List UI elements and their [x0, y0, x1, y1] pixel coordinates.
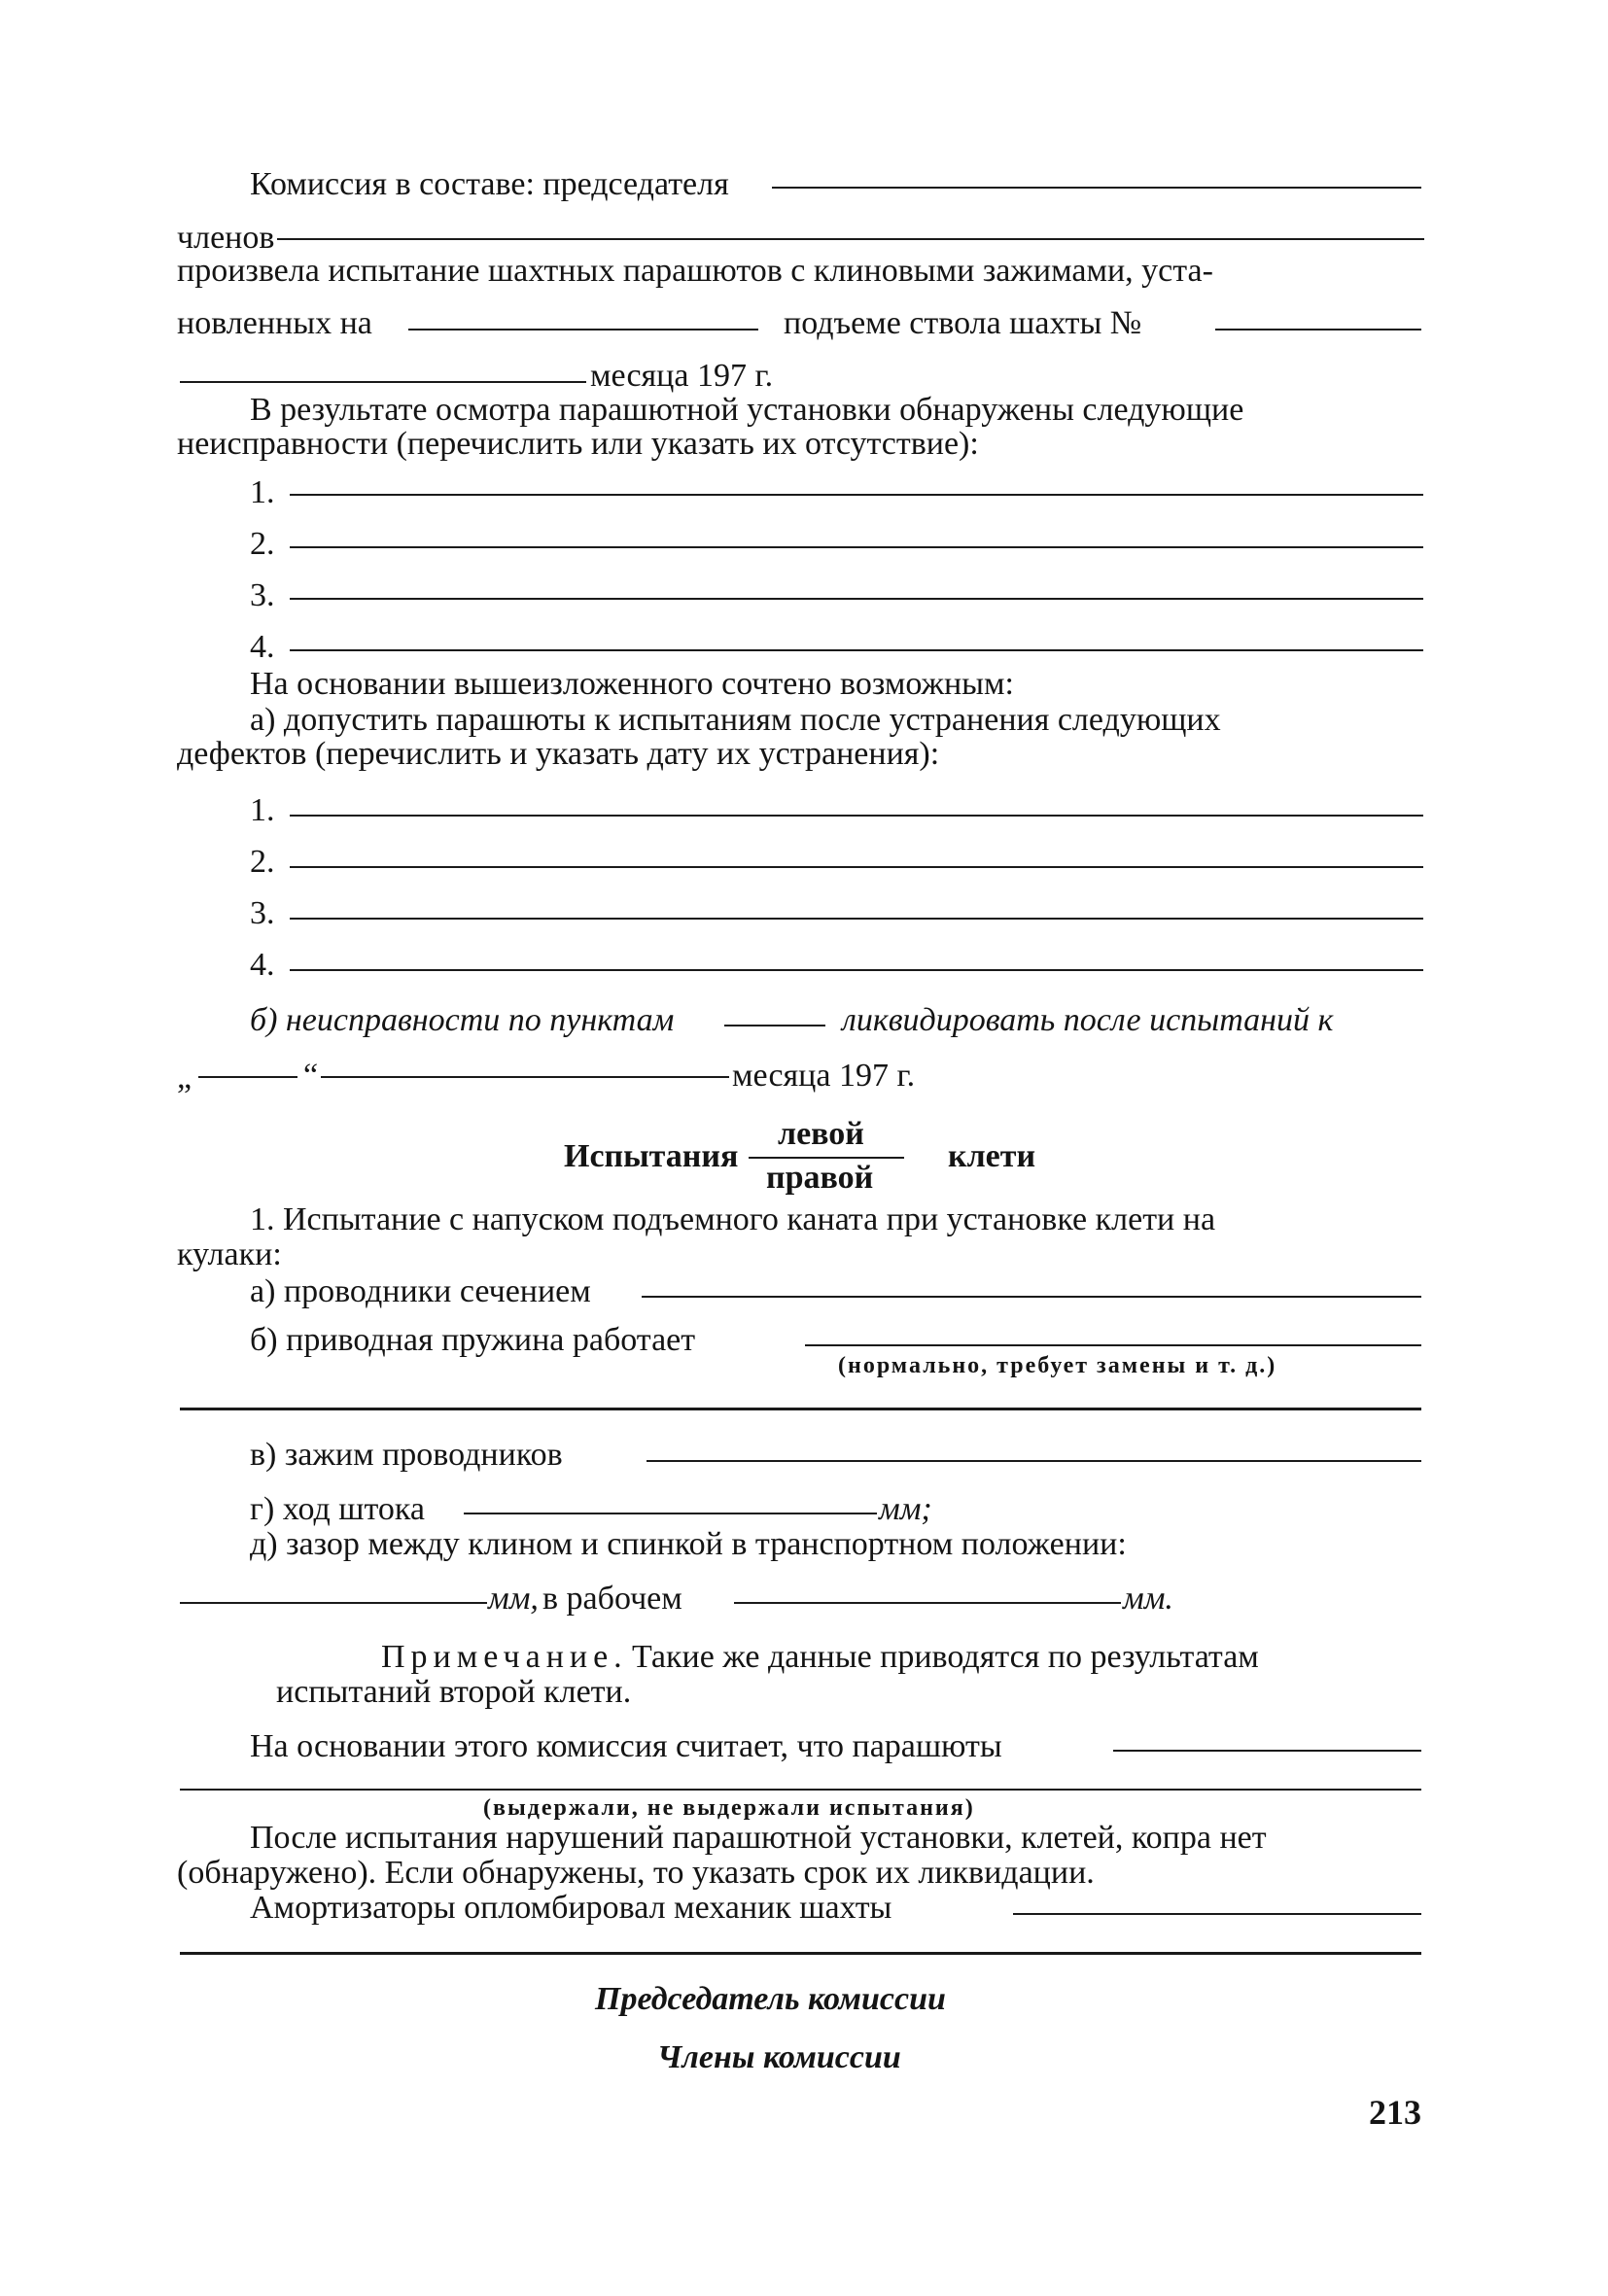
decision-item-2-line [290, 866, 1423, 868]
test-item-d-mid: в рабочем [542, 1581, 682, 1617]
test-item-b: б) приводная пружина работает [250, 1322, 696, 1358]
commission-label: Комиссия в составе: председателя [250, 166, 729, 202]
test-item-b-caption: (нормально, требует замены и т. д.) [838, 1353, 1277, 1378]
conclusion-extra-line [180, 1789, 1421, 1791]
chairman-signature: Председатель комиссии [595, 1981, 946, 2017]
decision-a-2: дефектов (перечислить и указать дату их устранения): [177, 736, 940, 772]
test-item-v-line [647, 1460, 1421, 1462]
chairman-line [772, 187, 1421, 189]
test-item-a-line [642, 1296, 1421, 1298]
test-item-v: в) зажим проводников [250, 1437, 563, 1473]
test-heading-right: клети [948, 1138, 1036, 1174]
note-label: Примечание. [381, 1639, 628, 1675]
test-item-g-unit: мм; [879, 1491, 932, 1527]
decision-b-end: ликвидировать после испытаний к [842, 1002, 1334, 1038]
date-line-1 [180, 381, 586, 383]
conclusion-after-2: (обнаружено). Если обнаружены, то указать срок их ликвидации. [177, 1855, 1095, 1891]
mechanic-extra-line [180, 1952, 1421, 1955]
decision-item-4-line [290, 969, 1423, 971]
month-line-2 [321, 1076, 729, 1078]
quote-open: „ [177, 1060, 192, 1096]
members-label: членов [177, 220, 275, 256]
decision-item-1-line [290, 815, 1423, 817]
test-heading-top: левой [778, 1116, 864, 1152]
text-line-4a: новленных на [177, 305, 372, 341]
conclusion-caption: (выдержали, не выдержали испытания) [483, 1795, 975, 1821]
decision-item-1: 1. [250, 792, 275, 828]
test-heading-fraction-line [749, 1157, 904, 1159]
conclusion-line: На основании этого комиссия считает, что парашюты [250, 1728, 1002, 1764]
decision-item-2: 2. [250, 844, 275, 880]
test-item-b-line [805, 1344, 1421, 1346]
conclusion-after-1: После испытания нарушений парашютной установки, клетей, копра нет [250, 1820, 1267, 1856]
test-item-b-extra-line [180, 1408, 1421, 1410]
shock-absorbers-line: Амортизаторы опломбировал механик шахты [250, 1890, 892, 1926]
transport-gap-line [180, 1602, 487, 1604]
test-item-d: д) зазор между клином и спинкой в транспортном положении: [250, 1526, 1127, 1562]
conclusion-result-line [1113, 1750, 1421, 1752]
decision-item-3-line [290, 918, 1423, 920]
month-label-1: месяца 197 г. [590, 358, 774, 394]
test-item-a: а) проводники сечением [250, 1273, 591, 1309]
inspection-item-1: 1. [250, 474, 275, 510]
inspection-intro-1: В результате осмотра парашютной установки обнаружены следующие [250, 392, 1244, 428]
test-item-g-line [464, 1513, 877, 1514]
inspection-item-2-line [290, 546, 1423, 548]
shaft-number-line [1215, 329, 1421, 330]
test-p1-a: 1. Испытание с напуском подъемного каната при установке клети на [250, 1201, 1216, 1237]
inspection-item-3-line [290, 598, 1423, 600]
note-text-2: испытаний второй клети. [276, 1674, 632, 1710]
mechanic-line [1013, 1913, 1421, 1915]
note-text-1: Такие же данные приводятся по результатам [632, 1639, 1259, 1675]
decision-item-3: 3. [250, 895, 275, 931]
test-heading-bottom: правой [766, 1160, 874, 1196]
test-item-g: г) ход штока [250, 1491, 425, 1527]
text-line-4b: подъеме ствола шахты № [784, 305, 1142, 341]
quote-close: “ [303, 1058, 319, 1094]
lift-line [408, 329, 758, 330]
inspection-item-4-line [290, 649, 1423, 651]
text-line-3: произвела испытание шахтных парашютов с клиновыми зажимами, уста- [177, 253, 1213, 289]
decision-a-1: а) допустить парашюты к испытаниям после устранения следующих [250, 702, 1221, 738]
decision-item-4: 4. [250, 947, 275, 983]
day-line [198, 1076, 297, 1078]
inspection-item-3: 3. [250, 577, 275, 613]
decision-intro: На основании вышеизложенного сочтено возможным: [250, 666, 1014, 702]
page-number: 213 [1369, 2093, 1421, 2132]
decision-b-items-line [724, 1025, 825, 1026]
working-gap-line [734, 1602, 1121, 1604]
members-line [277, 238, 1424, 240]
test-item-d-unit-2: мм. [1123, 1581, 1173, 1617]
inspection-item-4: 4. [250, 629, 275, 665]
inspection-item-2: 2. [250, 526, 275, 562]
test-item-d-unit-1: мм, [488, 1581, 539, 1617]
members-signature: Члены комиссии [657, 2039, 901, 2075]
test-heading-left: Испытания [564, 1138, 739, 1174]
inspection-item-1-line [290, 494, 1423, 496]
decision-b-start: б) неисправности по пунктам [250, 1002, 675, 1038]
inspection-intro-2: неисправности (перечислить или указать их отсутствие): [177, 426, 979, 462]
test-p1-b: кулаки: [177, 1236, 282, 1272]
month-label-2: месяца 197 г. [732, 1058, 916, 1094]
